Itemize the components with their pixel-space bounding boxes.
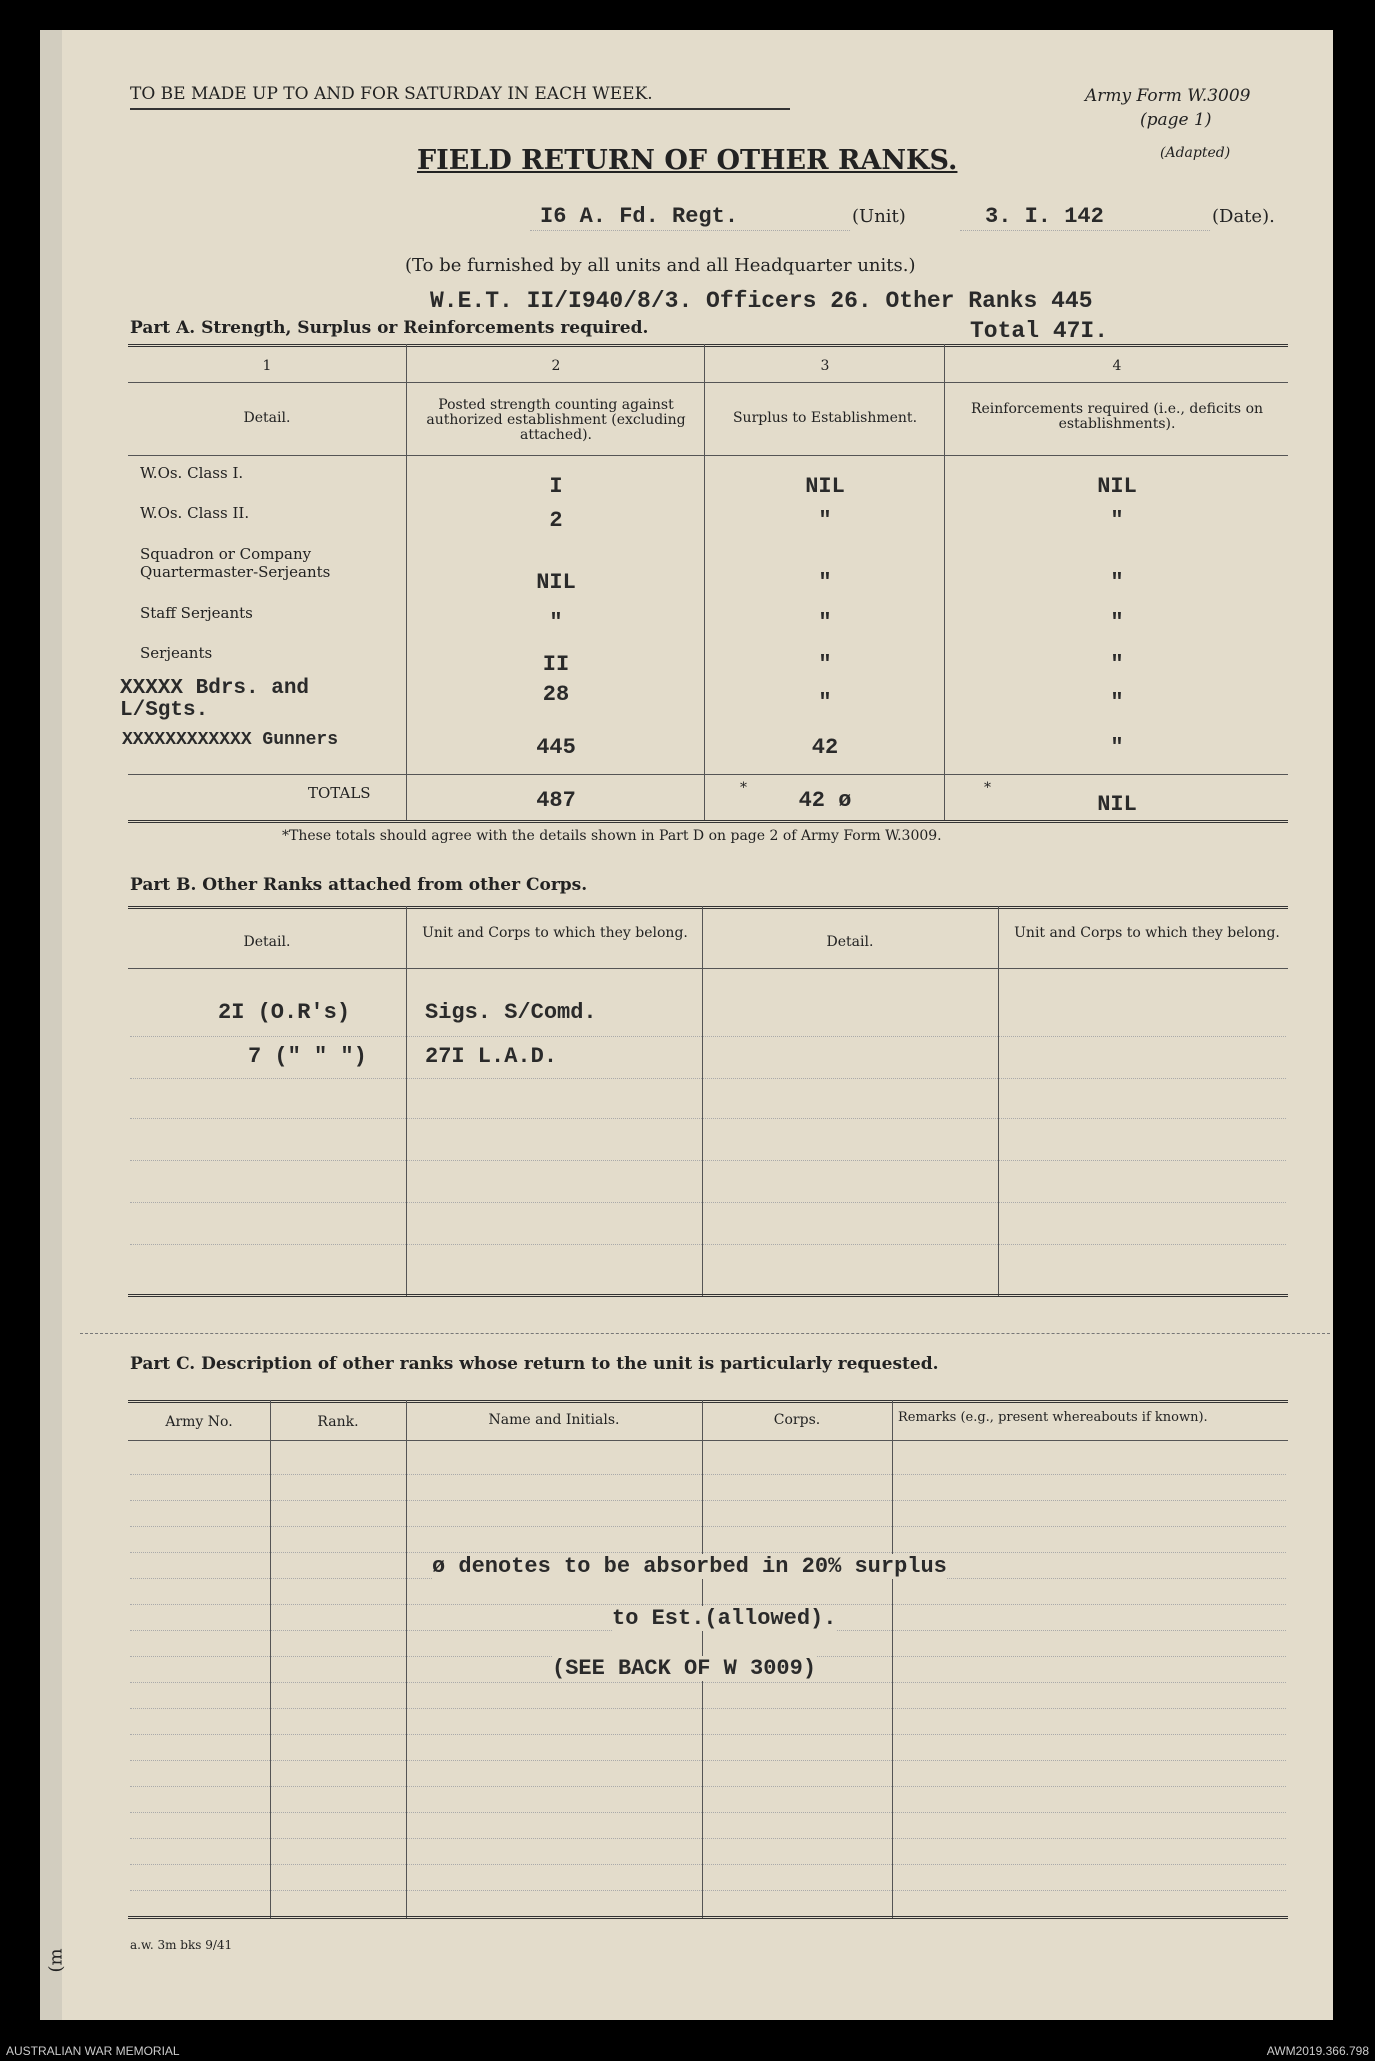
part-c-line <box>130 1734 1286 1735</box>
part-a-heading: Part A. Strength, Surplus or Reinforcements required. <box>130 318 649 338</box>
typed-note-line-3: (SEE BACK OF W 3009) <box>552 1656 817 1681</box>
row-posted: II <box>542 652 570 677</box>
date-value: 3. I. 142 <box>985 204 1104 229</box>
part-c-line <box>130 1760 1286 1761</box>
adapted-note: (Adapted) <box>1160 145 1231 161</box>
part-c-line <box>130 1812 1286 1813</box>
part-c-line <box>130 1890 1286 1891</box>
part-a-top-rule <box>128 344 1288 347</box>
row-surplus: " <box>818 690 832 715</box>
part-c-header-name: Name and Initials. <box>488 1412 620 1428</box>
total-reinforcements: NIL <box>1097 792 1137 817</box>
header-posted-strength: Posted strength counting against authorized establishment (excluding attached). <box>426 397 686 443</box>
part-c-line <box>130 1500 1286 1501</box>
date-label: (Date). <box>1212 206 1275 227</box>
part-c-bottom-rule <box>128 1916 1288 1919</box>
part-a-footnote: *These totals should agree with the details shown in Part D on page 2 of Army Form W.3009. <box>282 828 942 844</box>
part-b-row-unit: 27I L.A.D. <box>425 1044 558 1069</box>
date-dotted-line <box>960 230 1210 231</box>
paper-edge-strip <box>40 30 62 2020</box>
row-surplus: " <box>818 570 832 595</box>
tear-off-line <box>80 1333 1330 1334</box>
part-a-col-divider-2 <box>704 344 705 820</box>
row-surplus: 42 <box>811 735 839 760</box>
part-c-line <box>130 1864 1286 1865</box>
part-c-line <box>130 1474 1286 1475</box>
header-reinforcements: Reinforcements required (i.e., deficits on establishments). <box>970 401 1264 432</box>
part-b-header-detail: Detail. <box>243 934 291 950</box>
part-b-row-detail: 7 (" " ") <box>248 1044 367 1069</box>
page-number: (page 1) <box>1140 110 1212 130</box>
row-reinforcements: NIL <box>1097 474 1137 499</box>
row-detail: Serjeants <box>140 644 213 662</box>
row-detail: Staff Serjeants <box>140 604 253 622</box>
row-reinforcements: " <box>1110 690 1124 715</box>
unit-label: (Unit) <box>852 206 906 227</box>
typed-note-line-2: to Est.(allowed). <box>612 1606 837 1631</box>
row-surplus: " <box>818 508 832 533</box>
part-a-col-divider-1 <box>406 344 407 820</box>
typed-note-line-1: ø denotes to be absorbed in 20% surplus <box>432 1554 947 1579</box>
row-detail: XXXXXXXXXXXX Gunners <box>122 730 339 750</box>
part-c-line <box>130 1526 1286 1527</box>
part-a-bottom-rule <box>128 820 1288 823</box>
part-b-bottom-rule <box>128 1294 1288 1297</box>
part-c-header-rule <box>128 1440 1288 1441</box>
row-reinforcements: " <box>1110 652 1124 677</box>
header-surplus: Surplus to Establishment. <box>732 410 918 426</box>
row-posted: NIL <box>536 570 576 595</box>
part-c-col-divider-2 <box>406 1400 407 1918</box>
part-b-line <box>130 1160 1286 1161</box>
footer-right: AWM2019.366.798 <box>1266 2044 1369 2058</box>
part-c-line <box>130 1604 1286 1605</box>
row-detail: W.Os. Class I. <box>140 464 244 482</box>
total-reinf-star: * <box>984 780 991 796</box>
part-a-col-divider-3 <box>944 344 945 820</box>
row-reinforcements: " <box>1110 508 1124 533</box>
furnished-note: (To be furnished by all units and all Headquarter units.) <box>405 255 916 276</box>
part-b-line <box>130 1244 1286 1245</box>
margin-mark: (m <box>45 1948 67 1973</box>
part-c-line <box>130 1838 1286 1839</box>
part-b-line <box>130 1078 1286 1079</box>
part-a-totals-rule <box>128 774 1288 775</box>
part-c-heading: Part C. Description of other ranks whose return to the unit is particularly requested. <box>130 1354 939 1374</box>
part-a-number-rule <box>128 382 1288 383</box>
totals-label: TOTALS <box>308 784 371 802</box>
part-b-col-divider-1 <box>406 906 407 1296</box>
part-c-header-rank: Rank. <box>317 1414 359 1430</box>
col-number-3: 3 <box>820 358 830 374</box>
row-posted: 28 <box>542 682 570 707</box>
part-b-row-unit: Sigs. S/Comd. <box>425 1000 597 1025</box>
row-reinforcements: " <box>1110 735 1124 760</box>
form-title: FIELD RETURN OF OTHER RANKS. <box>417 145 958 176</box>
part-b-line <box>130 1036 1286 1037</box>
row-posted: " <box>549 610 563 635</box>
row-detail: Squadron or Company Quartermaster-Serjeants <box>140 545 331 581</box>
part-b-header-detail-2: Detail. <box>826 934 874 950</box>
row-surplus: NIL <box>805 474 845 499</box>
part-c-header-corps: Corps. <box>773 1412 821 1428</box>
part-c-header-army-no: Army No. <box>165 1414 233 1430</box>
row-detail: XXXXX Bdrs. and L/Sgts. <box>120 677 310 722</box>
print-code: a.w. 3m bks 9/41 <box>130 1938 233 1952</box>
part-b-col-divider-3 <box>998 906 999 1296</box>
part-b-header-unit: Unit and Corps to which they belong. <box>422 925 688 941</box>
row-posted: I <box>549 474 563 499</box>
part-c-line <box>130 1682 1286 1683</box>
row-reinforcements: " <box>1110 570 1124 595</box>
header-detail: Detail. <box>243 410 291 426</box>
row-posted: 445 <box>536 735 576 760</box>
footer-left: AUSTRALIAN WAR MEMORIAL <box>6 2044 180 2058</box>
row-posted: 2 <box>549 508 563 533</box>
part-c-col-divider-4 <box>892 1400 893 1918</box>
part-b-heading: Part B. Other Ranks attached from other Corps. <box>130 875 588 895</box>
row-reinforcements: " <box>1110 610 1124 635</box>
part-c-col-divider-1 <box>270 1400 271 1918</box>
typed-total: Total 47I. <box>970 318 1109 344</box>
part-b-row-detail: 2I (O.R's) <box>218 1000 351 1025</box>
part-c-line <box>130 1708 1286 1709</box>
col-number-4: 4 <box>1112 358 1122 374</box>
part-b-line <box>130 1118 1286 1119</box>
col-number-2: 2 <box>551 358 561 374</box>
instruction-line: TO BE MADE UP TO AND FOR SATURDAY IN EACH WEEK. <box>130 84 653 104</box>
row-surplus: " <box>818 610 832 635</box>
total-posted: 487 <box>536 788 576 813</box>
instruction-underline <box>130 108 790 110</box>
part-c-line <box>130 1786 1286 1787</box>
form-id: Army Form W.3009 <box>1085 86 1251 106</box>
row-detail: W.Os. Class II. <box>140 504 250 522</box>
part-a-header-rule <box>128 455 1288 456</box>
unit-value: I6 A. Fd. Regt. <box>540 204 739 229</box>
unit-dotted-line <box>530 230 850 231</box>
part-c-line <box>130 1552 1286 1553</box>
part-c-header-remarks: Remarks (e.g., present whereabouts if known). <box>898 1410 1208 1425</box>
part-b-header-rule <box>128 968 1288 969</box>
part-b-header-unit-2: Unit and Corps to which they belong. <box>1014 925 1280 941</box>
row-surplus: " <box>818 652 832 677</box>
part-b-line <box>130 1202 1286 1203</box>
part-b-top-rule <box>128 906 1288 909</box>
total-surplus-star: * <box>740 780 747 796</box>
part-c-top-rule <box>128 1400 1288 1403</box>
total-surplus: 42 ø <box>798 788 852 813</box>
part-b-col-divider-2 <box>702 906 703 1296</box>
col-number-1: 1 <box>262 358 272 374</box>
typed-establishment-line: W.E.T. II/I940/8/3. Officers 26. Other Ranks 445 <box>430 288 1093 314</box>
